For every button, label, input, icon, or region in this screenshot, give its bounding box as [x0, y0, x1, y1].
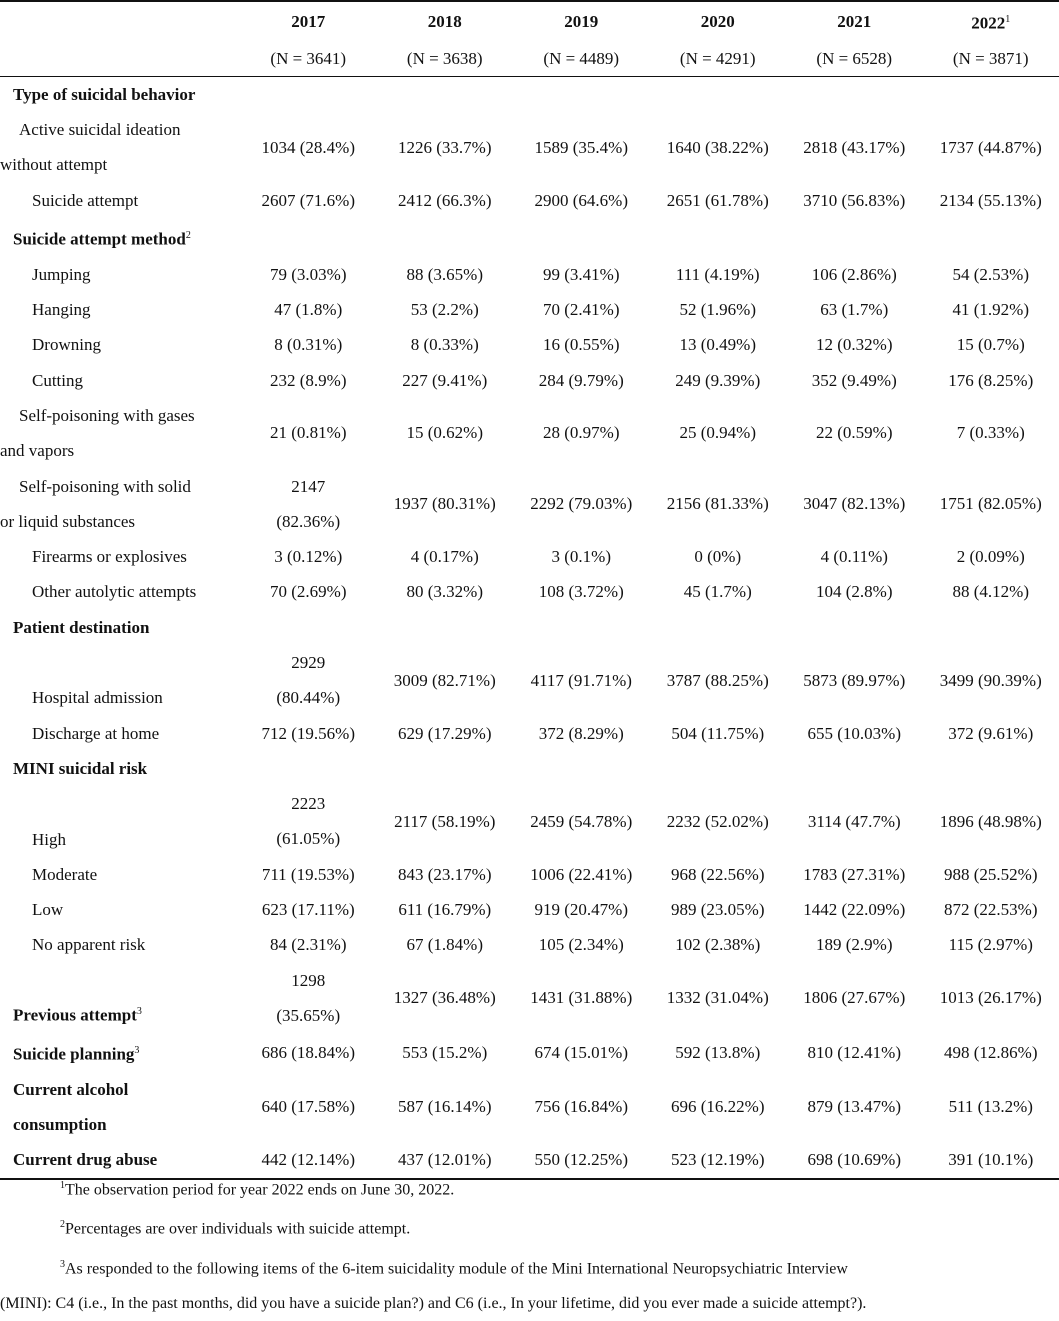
table-row [0, 892, 1059, 927]
row-label-text: No apparent risk [32, 935, 145, 954]
cell-value: 104 (2.8%) [786, 574, 923, 609]
cell-value: 4 (0.17%) [377, 539, 514, 574]
row-label [0, 751, 1059, 786]
sample-size-2019: (N = 4489) [513, 41, 650, 77]
cell-value: 372 (9.61%) [923, 715, 1059, 750]
cell-value: 28 (0.97%) [513, 398, 650, 469]
cell-value: 232 (8.9%) [240, 362, 377, 397]
year-label: 2019 [564, 12, 598, 31]
cell-value: 53 (2.2%) [377, 292, 514, 327]
cell-value: 25 (0.94%) [650, 398, 787, 469]
cell-value: 7 (0.33%) [923, 398, 1059, 469]
cell-value: 437 (12.01%) [377, 1142, 514, 1178]
row-label-line1: Self-poisoning with solid [0, 469, 240, 504]
row-label-line2: without attempt [0, 147, 240, 182]
row-label [0, 609, 1059, 644]
row-label-text: Other autolytic attempts [32, 582, 196, 601]
section-row [0, 1072, 1059, 1143]
row-label [0, 927, 240, 962]
cell-value: 2818 (43.17%) [786, 112, 923, 183]
row-label-text: Suicide planning [13, 1045, 134, 1064]
cell-value: 872 (22.53%) [923, 892, 1059, 927]
year-header-2017 [240, 1, 377, 41]
cell-value: 88 (3.65%) [377, 257, 514, 292]
cell-value: 756 (16.84%) [513, 1072, 650, 1143]
cell-value-percent: (35.65%) [240, 998, 377, 1033]
cell-value: 3047 (82.13%) [786, 468, 923, 539]
cell-value: 1751 (82.05%) [923, 468, 1059, 539]
cell-value: 640 (17.58%) [240, 1072, 377, 1143]
row-label [0, 574, 240, 609]
footnote-text: As responded to the following items of the 6-item suicidality module of the Mini International Neuropsychiatric Interview [65, 1260, 848, 1277]
cell-value: 919 (20.47%) [513, 892, 650, 927]
cell-value: 70 (2.41%) [513, 292, 650, 327]
row-label-text: Suicide attempt [32, 191, 138, 210]
cell-value: 0 (0%) [650, 539, 787, 574]
cell-value: 592 (13.8%) [650, 1033, 787, 1072]
cell-value: 553 (15.2%) [377, 1033, 514, 1072]
year-label: 2022 [971, 14, 1005, 33]
cell-value: 2900 (64.6%) [513, 183, 650, 218]
cell-value: 4 (0.11%) [786, 539, 923, 574]
row-label-text: Firearms or explosives [32, 547, 187, 566]
cell-value [240, 962, 377, 1033]
footnote-2 [0, 1207, 1059, 1246]
cell-value: 988 (25.52%) [923, 857, 1059, 892]
cell-value: 879 (13.47%) [786, 1072, 923, 1143]
cell-value: 1327 (36.48%) [377, 962, 514, 1033]
year-label: 2017 [291, 12, 325, 31]
cell-value: 391 (10.1%) [923, 1142, 1059, 1178]
row-label-line1: Active suicidal ideation [0, 112, 240, 147]
cell-value: 1006 (22.41%) [513, 857, 650, 892]
row-label [0, 857, 240, 892]
row-label [0, 183, 240, 218]
cell-value: 1332 (31.04%) [650, 962, 787, 1033]
cell-value [240, 786, 377, 857]
cell-value: 843 (23.17%) [377, 857, 514, 892]
cell-value: 88 (4.12%) [923, 574, 1059, 609]
cell-value: 102 (2.38%) [650, 927, 787, 962]
cell-value: 12 (0.32%) [786, 327, 923, 362]
cell-value: 15 (0.62%) [377, 398, 514, 469]
footnote-marker: 1 [1005, 14, 1010, 25]
row-label-line2: or liquid substances [0, 504, 240, 539]
row-label-text: Suicide attempt method [13, 230, 186, 249]
cell-value-percent: (80.44%) [240, 680, 377, 715]
row-label [0, 1072, 240, 1143]
cell-value-count: 1298 [240, 963, 377, 998]
cell-value: 3499 (90.39%) [923, 645, 1059, 716]
cell-value: 67 (1.84%) [377, 927, 514, 962]
cell-value: 70 (2.69%) [240, 574, 377, 609]
cell-value: 3 (0.1%) [513, 539, 650, 574]
cell-value: 2232 (52.02%) [650, 786, 787, 857]
sample-size-2018: (N = 3638) [377, 41, 514, 77]
cell-value: 79 (3.03%) [240, 257, 377, 292]
footnotes [0, 1168, 1059, 1321]
cell-value: 106 (2.86%) [786, 257, 923, 292]
cell-value: 3710 (56.83%) [786, 183, 923, 218]
footnote-1 [0, 1168, 1059, 1207]
year-label: 2021 [837, 12, 871, 31]
footnote-marker: 3 [134, 1045, 139, 1056]
year-label: 2018 [428, 12, 462, 31]
cell-value-count: 2147 [240, 469, 377, 504]
year-label: 2020 [701, 12, 735, 31]
table-row [0, 786, 1059, 857]
cell-value: 5873 (89.97%) [786, 645, 923, 716]
sample-size-row [0, 41, 1059, 77]
cell-value: 3787 (88.25%) [650, 645, 787, 716]
table-row [0, 398, 1059, 469]
cell-value: 968 (22.56%) [650, 857, 787, 892]
cell-value: 1937 (80.31%) [377, 468, 514, 539]
cell-value: 45 (1.7%) [650, 574, 787, 609]
cell-value: 2 (0.09%) [923, 539, 1059, 574]
table-row [0, 292, 1059, 327]
cell-value: 498 (12.86%) [923, 1033, 1059, 1072]
cell-value: 1640 (38.22%) [650, 112, 787, 183]
cell-value: 8 (0.31%) [240, 327, 377, 362]
section-row [0, 218, 1059, 257]
cell-value: 611 (16.79%) [377, 892, 514, 927]
cell-value: 698 (10.69%) [786, 1142, 923, 1178]
row-label [0, 645, 240, 716]
cell-value: 2292 (79.03%) [513, 468, 650, 539]
year-header-2019 [513, 1, 650, 41]
cell-value: 587 (16.14%) [377, 1072, 514, 1143]
cell-value: 16 (0.55%) [513, 327, 650, 362]
cell-value: 2651 (61.78%) [650, 183, 787, 218]
section-row [0, 1033, 1059, 1072]
cell-value: 550 (12.25%) [513, 1142, 650, 1178]
cell-value: 623 (17.11%) [240, 892, 377, 927]
cell-value: 2117 (58.19%) [377, 786, 514, 857]
cell-value: 54 (2.53%) [923, 257, 1059, 292]
row-label-text: Hospital admission [32, 688, 163, 707]
cell-value: 2412 (66.3%) [377, 183, 514, 218]
sample-size-2017: (N = 3641) [240, 41, 377, 77]
cell-value-count: 2223 [240, 786, 377, 821]
row-label-line2: consumption [13, 1107, 240, 1142]
row-label [0, 112, 240, 183]
row-label [0, 1033, 240, 1072]
cell-value: 629 (17.29%) [377, 715, 514, 750]
table-row [0, 112, 1059, 183]
cell-value-count: 2929 [240, 645, 377, 680]
cell-value: 1806 (27.67%) [786, 962, 923, 1033]
table-row [0, 327, 1059, 362]
cell-value: 99 (3.41%) [513, 257, 650, 292]
cell-value: 108 (3.72%) [513, 574, 650, 609]
year-header-2021 [786, 1, 923, 41]
cell-value: 52 (1.96%) [650, 292, 787, 327]
row-label [0, 398, 240, 469]
row-label-text: Low [32, 900, 63, 919]
cell-value: 176 (8.25%) [923, 362, 1059, 397]
footnote-marker: 2 [186, 230, 191, 241]
row-label [0, 362, 240, 397]
cell-value: 284 (9.79%) [513, 362, 650, 397]
cell-value: 352 (9.49%) [786, 362, 923, 397]
section-row [0, 609, 1059, 644]
row-label [0, 468, 240, 539]
cell-value: 1013 (26.17%) [923, 962, 1059, 1033]
cell-value: 442 (12.14%) [240, 1142, 377, 1178]
row-label [0, 715, 240, 750]
row-label [0, 292, 240, 327]
table-row [0, 645, 1059, 716]
row-label-text: Jumping [32, 265, 91, 284]
table-row [0, 715, 1059, 750]
row-label [0, 76, 1059, 112]
footnote-text: The observation period for year 2022 ends on June 30, 2022. [65, 1181, 454, 1198]
cell-value: 674 (15.01%) [513, 1033, 650, 1072]
cell-value: 2156 (81.33%) [650, 468, 787, 539]
cell-value: 227 (9.41%) [377, 362, 514, 397]
table-body [0, 76, 1059, 1178]
cell-value: 13 (0.49%) [650, 327, 787, 362]
footnote-text: Percentages are over individuals with suicide attempt. [65, 1221, 410, 1238]
section-row [0, 76, 1059, 112]
footnote-number: 3 [60, 1259, 65, 1270]
cell-value: 249 (9.39%) [650, 362, 787, 397]
row-label-text: Patient destination [13, 618, 149, 637]
cell-value: 711 (19.53%) [240, 857, 377, 892]
section-row [0, 751, 1059, 786]
row-label-text: MINI suicidal risk [13, 759, 147, 778]
cell-value: 696 (16.22%) [650, 1072, 787, 1143]
footnote-3 [0, 1247, 1059, 1286]
row-label [0, 218, 1059, 257]
row-label [0, 539, 240, 574]
cell-value: 655 (10.03%) [786, 715, 923, 750]
footnote-number: 2 [60, 1219, 65, 1230]
cell-value: 1589 (35.4%) [513, 112, 650, 183]
cell-value: 1034 (28.4%) [240, 112, 377, 183]
row-label [0, 327, 240, 362]
row-label-line1: Self-poisoning with gases [0, 398, 240, 433]
cell-value: 3 (0.12%) [240, 539, 377, 574]
footnote-number: 1 [60, 1180, 65, 1191]
cell-value [240, 468, 377, 539]
row-label-text: Previous attempt [13, 1006, 137, 1025]
cell-value: 2459 (54.78%) [513, 786, 650, 857]
row-label [0, 786, 240, 857]
footnote-marker: 3 [137, 1006, 142, 1017]
cell-value: 3114 (47.7%) [786, 786, 923, 857]
table-row [0, 183, 1059, 218]
row-label-text: Drowning [32, 335, 101, 354]
cell-value: 4117 (91.71%) [513, 645, 650, 716]
cell-value: 3009 (82.71%) [377, 645, 514, 716]
row-label [0, 257, 240, 292]
table-row [0, 574, 1059, 609]
row-label-line1: Current alcohol [13, 1072, 240, 1107]
table-row [0, 362, 1059, 397]
cell-value-percent: (61.05%) [240, 821, 377, 856]
cell-value: 504 (11.75%) [650, 715, 787, 750]
cell-value: 989 (23.05%) [650, 892, 787, 927]
row-label-text: Type of suicidal behavior [13, 85, 195, 104]
cell-value: 111 (4.19%) [650, 257, 787, 292]
sample-size-2020: (N = 4291) [650, 41, 787, 77]
row-label-text: Current drug abuse [13, 1150, 157, 1169]
table-row [0, 468, 1059, 539]
cell-value: 1737 (44.87%) [923, 112, 1059, 183]
year-header-2020 [650, 1, 787, 41]
cell-value: 2607 (71.6%) [240, 183, 377, 218]
cell-value: 712 (19.56%) [240, 715, 377, 750]
cell-value: 189 (2.9%) [786, 927, 923, 962]
cell-value: 115 (2.97%) [923, 927, 1059, 962]
row-label-text: Moderate [32, 865, 97, 884]
cell-value: 372 (8.29%) [513, 715, 650, 750]
cell-value: 22 (0.59%) [786, 398, 923, 469]
cell-value: 105 (2.34%) [513, 927, 650, 962]
header-blank [0, 1, 240, 41]
table-row [0, 927, 1059, 962]
row-label-text: Hanging [32, 300, 91, 319]
row-label-text: Discharge at home [32, 724, 159, 743]
row-label-text: Cutting [32, 371, 83, 390]
cell-value-percent: (82.36%) [240, 504, 377, 539]
row-label-line2: and vapors [0, 433, 240, 468]
year-header-2022 [923, 1, 1059, 41]
cell-value: 1783 (27.31%) [786, 857, 923, 892]
cell-value: 8 (0.33%) [377, 327, 514, 362]
year-header-2018 [377, 1, 514, 41]
table-row [0, 857, 1059, 892]
cell-value [240, 645, 377, 716]
cell-value: 523 (12.19%) [650, 1142, 787, 1178]
table-row [0, 539, 1059, 574]
row-label [0, 962, 240, 1033]
footnote-3-continued: (MINI): C4 (i.e., In the past months, did you have a suicide plan?) and C6 (i.e., In your lifetime, did you ever made a suicide attempt?). [0, 1286, 1059, 1321]
section-row [0, 962, 1059, 1033]
table-row [0, 257, 1059, 292]
sample-size-2021: (N = 6528) [786, 41, 923, 77]
cell-value: 80 (3.32%) [377, 574, 514, 609]
cell-value: 810 (12.41%) [786, 1033, 923, 1072]
cell-value: 2134 (55.13%) [923, 183, 1059, 218]
cell-value: 1431 (31.88%) [513, 962, 650, 1033]
year-header-row [0, 1, 1059, 41]
cell-value: 1226 (33.7%) [377, 112, 514, 183]
row-label-text: High [32, 830, 66, 849]
cell-value: 84 (2.31%) [240, 927, 377, 962]
cell-value: 1896 (48.98%) [923, 786, 1059, 857]
row-label [0, 892, 240, 927]
cell-value: 47 (1.8%) [240, 292, 377, 327]
cell-value: 511 (13.2%) [923, 1072, 1059, 1143]
cell-value: 41 (1.92%) [923, 292, 1059, 327]
cell-value: 686 (18.84%) [240, 1033, 377, 1072]
cell-value: 21 (0.81%) [240, 398, 377, 469]
cell-value: 15 (0.7%) [923, 327, 1059, 362]
cell-value: 63 (1.7%) [786, 292, 923, 327]
cell-value: 1442 (22.09%) [786, 892, 923, 927]
header-blank [0, 41, 240, 77]
sample-size-2022: (N = 3871) [923, 41, 1059, 77]
